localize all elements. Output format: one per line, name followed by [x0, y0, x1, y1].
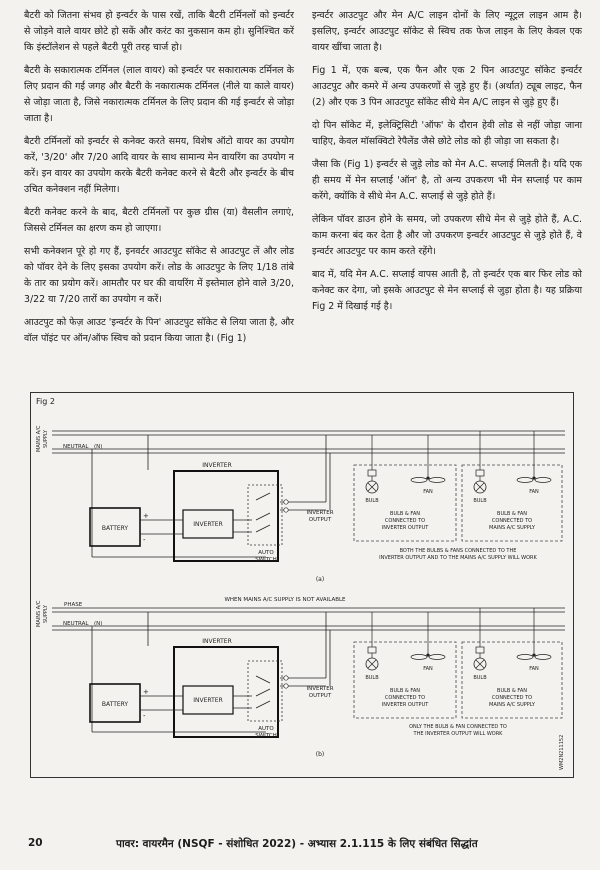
inverter-output-label: OUTPUT — [308, 693, 332, 699]
switch-blade — [256, 689, 270, 696]
inverter-output-label: INVERTER — [306, 686, 334, 692]
mains-supply-label: MAINS A/C — [36, 600, 42, 627]
paragraph: जैसा कि (Fig 1) इन्वर्टर से जुड़े लोड को मेन A.C. सप्लाई मिलती है। यदि एक ही समय में मेन सप्लाई 'ऑन' है, तो अन्य उपकरण भी मेन सप्लाई पर काम करेंगे, क्योंकि वे सीधे मेन A.C. सप्लाई से जुड़े होते हैं। — [312, 159, 582, 202]
auto-switch-label: AUTO — [258, 550, 274, 556]
figure-code: WM2N211152 — [559, 734, 565, 770]
fan-icon — [517, 655, 533, 660]
paragraph: बैटरी कनेक्ट करने के बाद, बैटरी टर्मिनलों पर कुछ ग्रीस (या) वैसलीन लगाएं, जिससे टर्मिनल का क्षरण कम हो जाएगा। — [24, 207, 294, 234]
paragraph: बैटरी टर्मिनलों को इन्वर्टर से कनेक्ट करते समय, विशेष ऑटो वायर का उपयोग करें, '3/20' और 7/20 आदि वायर के साथ सामान्य मेन वायरिंग का उपयोग न करें। इन वायर का उपयोग करके बैटरी कनेक्ट करने से बैटरी और इन्वर्टर के बीच उचित कनेक्शन नहीं मिलेगा। — [24, 136, 294, 195]
inverter-inner-label: INVERTER — [193, 521, 223, 528]
panel-a-sublabel: (a) — [315, 576, 325, 583]
switch-blade — [256, 525, 270, 532]
fan-icon — [535, 478, 551, 483]
fan-label: FAN — [529, 666, 539, 672]
figure-label: Fig 2 — [36, 397, 55, 406]
figure-svg — [30, 392, 574, 778]
auto-switch-label: SWITCH — [255, 557, 277, 563]
right-text-column — [312, 8, 582, 322]
fan-label: FAN — [529, 489, 539, 495]
battery-label: BATTERY — [101, 701, 129, 708]
fan-label: FAN — [423, 666, 433, 672]
panel-b-caption: THE INVERTER OUTPUT WILL WORK — [413, 731, 503, 737]
phase-label: PHASE — [64, 602, 83, 608]
switch-blade — [256, 676, 270, 683]
battery-label: BATTERY — [101, 525, 129, 532]
fan-icon — [429, 478, 445, 483]
inverter-output-label: INVERTER — [306, 510, 334, 516]
socket-terminal — [284, 676, 288, 680]
group-inverter-caption: INVERTER OUTPUT — [381, 525, 429, 531]
switch-blade — [256, 493, 270, 500]
group-inverter-caption: CONNECTED TO — [384, 518, 426, 524]
inverter-output-label: OUTPUT — [308, 517, 332, 523]
neutral-label: NEUTRAL — [63, 444, 89, 450]
auto-switch-label: AUTO — [258, 726, 274, 732]
neutral-tag: (N) — [94, 621, 103, 627]
fan-icon — [517, 478, 533, 483]
inverter-wiring-figure — [30, 392, 574, 778]
inverter-title: INVERTER — [202, 462, 232, 469]
panel-b-caption: ONLY THE BULB & FAN CONNECTED TO — [409, 724, 507, 730]
inverter-title: INVERTER — [202, 638, 232, 645]
panel-b-diagram — [36, 597, 565, 758]
page-number: 20 — [28, 837, 43, 849]
plus-sign: + — [143, 688, 149, 696]
fan-icon — [535, 655, 551, 660]
inverter-inner-label: INVERTER — [193, 697, 223, 704]
switch-icon — [476, 470, 484, 476]
neutral-label: NEUTRAL — [63, 621, 89, 627]
socket-terminal — [284, 684, 288, 688]
panel-a-diagram — [36, 425, 565, 583]
group-mains-caption: CONNECTED TO — [491, 695, 533, 701]
group-mains-caption: MAINS A/C SUPPLY — [489, 702, 535, 708]
neutral-tag: (N) — [94, 444, 103, 450]
group-mains-caption: MAINS A/C SUPPLY — [489, 525, 535, 531]
group-mains-caption: BULB & FAN — [497, 511, 527, 517]
switch-blade — [256, 701, 270, 708]
page-footer — [0, 835, 600, 855]
paragraph: सभी कनेक्शन पूरे हो गए हैं, इनवर्टर आउटपुट सॉकेट से आउटपुट लें और लोड को पॉवर देने के लिए इसका उपयोग करें। लोड के आउटपुट के लिए 1/18 तांबे के तार का प्रयोग करें। आमतौर पर घर की वायरिंग में इस्तेमाल होने वाले 3/20, 3/22 या 7/20 तारों का उपयोग न करें। — [24, 246, 294, 305]
figure-frame — [31, 393, 574, 778]
paragraph: इन्वर्टर आउटपुट और मेन A/C लाइन दोनों के लिए न्यूट्रल लाइन आम है। इसलिए, इन्वर्टर आउटपुट सॉकेट से स्विच तक फेज लाइन के लिए केवल एक वायर खींचा जाता है। — [312, 10, 582, 53]
paragraph: Fig 1 में, एक बल्ब, एक फैन और एक 2 पिन आउटपुट सॉकेट इन्वर्टर आउटपुट और कमरे में अन्य उपकरणों से जुड़े हुए हैं। (अर्थात) ट्यूब लाइट, फैन (2) और एक 3 पिन आउटपुट सॉकेट सीधे मेन A/C लाइन से जुड़े हुए हैं। — [312, 65, 582, 108]
group-inverter-caption: BULB & FAN — [390, 688, 420, 694]
fan-icon — [411, 478, 427, 483]
group-inverter-caption: INVERTER OUTPUT — [381, 702, 429, 708]
bulb-label: BULB — [473, 498, 487, 504]
mains-supply-label: SUPPLY — [43, 429, 49, 448]
inverter-box — [174, 647, 278, 737]
paragraph: बैटरी के सकारात्मक टर्मिनल (लाल वायर) को इन्वर्टर पर सकारात्मक टर्मिनल के लिए प्रदान की गई जगह और बैटरी के नकारात्मक टर्मिनल (नीले या काले वायर) से जोड़ा जाता है, जिसे नकारात्मक टर्मिनल के लिए प्रदान की गई इन्वर्टर से जोड़ा जाता है। — [24, 65, 294, 124]
group-inverter-caption: CONNECTED TO — [384, 695, 426, 701]
minus-sign: - — [143, 536, 146, 544]
paragraph: बाद में, यदि मेन A.C. सप्लाई वापस आती है, तो इन्वर्टर एक बार फिर लोड को कनेक्ट कर देगा, जो इसके आउटपुट से मेन सप्लाई से जुड़ा होता है। यह प्रक्रिया Fig 2 में दिखाई गई है। — [312, 269, 582, 312]
fan-icon — [429, 655, 445, 660]
paragraph: बैटरी को जितना संभव हो इन्वर्टर के पास रखें, ताकि बैटरी टर्मिनलों को इन्वर्टर से जोड़ने वाले वायर छोटे हो सकें और करंट का नुकसान कम हो। सुनिश्चित करें कि इंस्टॉलेशन से पहले बैटरी पूरी तरह चार्ज हो। — [24, 10, 294, 53]
paragraph: दो पिन सॉकेट में, इलेक्ट्रिसिटी 'ऑफ' के दौरान हेवी लोड से नहीं जोड़ा जाना चाहिए, केवल मॉसक्विटो रेपैलेंड जैसे छोटे लोड को ही जोड़ा जा सकता है। — [312, 120, 582, 147]
plus-sign: + — [143, 512, 149, 520]
switch-icon — [476, 647, 484, 653]
not-available-label: WHEN MAINS A/C SUPPLY IS NOT AVAILABLE — [224, 597, 346, 603]
panel-a-caption: BOTH THE BULBS & FANS CONNECTED TO THE — [399, 548, 517, 554]
fan-label: FAN — [423, 489, 433, 495]
fan-icon — [411, 655, 427, 660]
inverter-box — [174, 471, 278, 561]
bulb-label: BULB — [473, 675, 487, 681]
switch-blade — [256, 513, 270, 520]
group-mains-caption: CONNECTED TO — [491, 518, 533, 524]
panel-a-caption: INVERTER OUTPUT AND TO THE MAINS A/C SUPPLY WILL WORK — [379, 555, 537, 561]
group-mains-caption: BULB & FAN — [497, 688, 527, 694]
switch-icon — [368, 470, 376, 476]
auto-switch-label: SWITCH — [255, 733, 277, 739]
bulb-label: BULB — [365, 498, 379, 504]
switch-icon — [368, 647, 376, 653]
group-inverter-caption: BULB & FAN — [390, 511, 420, 517]
socket-terminal — [284, 508, 288, 512]
left-text-column — [24, 8, 294, 354]
panel-b-sublabel: (b) — [315, 751, 325, 758]
paragraph: लेकिन पॉवर डाउन होने के समय, जो उपकरण सीधे मेन से जुड़े होते हैं, A.C. काम करना बंद कर देता है और जो उपकरण इन्वर्टर आउटपुट से जुड़े होते हैं, वे इन्वर्टर आउटपुट पर काम करते रहेंगे। — [312, 214, 582, 257]
mains-supply-label: SUPPLY — [43, 604, 49, 623]
footer-title: पावर: वायरमैन (NSQF - संशोधित 2022) - अभ्यास 2.1.115 के लिए संबंधित सिद्धांत — [116, 838, 478, 850]
bulb-label: BULB — [365, 675, 379, 681]
minus-sign: - — [143, 712, 146, 720]
mains-supply-label: MAINS A/C — [36, 425, 42, 452]
paragraph: आउटपुट को फेज़ आउट 'इन्वर्टर के पिन' आउटपुट सॉकेट से लिया जाता है, और वॉल पॉइंट पर ऑन/ऑफ स्विच को प्रदान किया जाता है। (Fig 1) — [24, 317, 294, 344]
socket-terminal — [284, 500, 288, 504]
